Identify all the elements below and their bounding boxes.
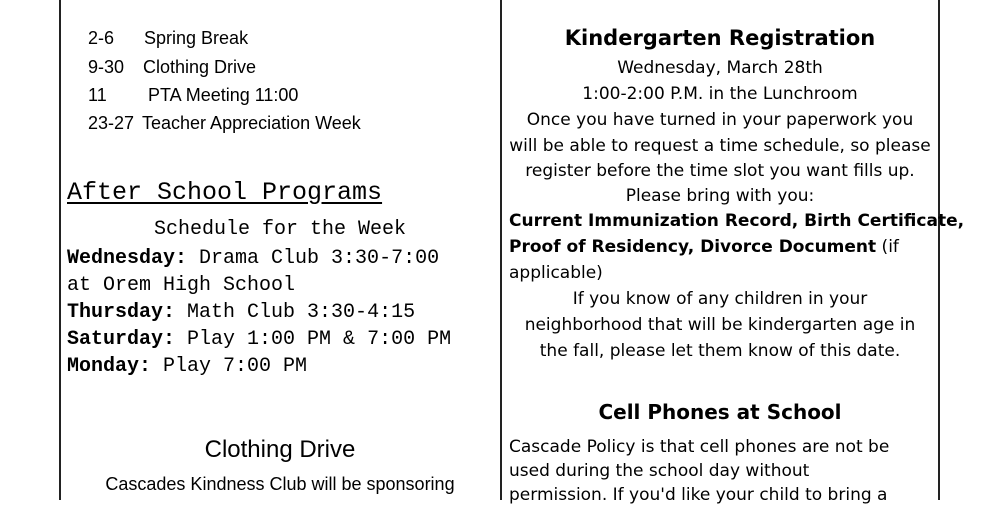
kindergarten-body-line: will be able to request a time schedule, so please xyxy=(509,136,931,156)
required-documents-line xyxy=(509,237,899,257)
schedule-item xyxy=(67,274,295,297)
kindergarten-body-line: Once you have turned in your paperwork you xyxy=(526,110,914,130)
calendar-row xyxy=(68,92,361,155)
calendar-date: 11 xyxy=(88,85,107,105)
schedule-heading: Schedule for the Week xyxy=(153,218,407,241)
schedule-item xyxy=(67,328,451,351)
left-column xyxy=(60,0,500,500)
kindergarten-body-line: register before the time slot you want fills up. xyxy=(525,161,915,181)
schedule-text: Math Club 3:30-4:15 xyxy=(175,301,416,324)
cell-phones-line: permission. If you'd like your child to bring a xyxy=(509,485,888,505)
schedule-text: Drama Club 3:30-7:00 xyxy=(187,247,440,270)
required-documents-bold: Proof of Residency, Divorce Document xyxy=(509,237,877,257)
required-documents-line: applicable) xyxy=(509,263,603,283)
schedule-item xyxy=(67,247,439,270)
cell-phones-line: used during the school day without xyxy=(509,461,810,481)
kindergarten-body-line: Please bring with you: xyxy=(625,186,815,206)
cell-phones-title: Cell Phones at School xyxy=(598,400,842,424)
schedule-item xyxy=(67,355,307,378)
kindergarten-date: Wednesday, March 28th xyxy=(617,58,823,78)
calendar-event: Spring Break xyxy=(144,28,249,48)
right-column xyxy=(502,0,965,505)
required-documents-note: (if xyxy=(876,237,899,257)
kindergarten-closing-line: neighborhood that will be kindergarten age in xyxy=(524,315,916,335)
kindergarten-closing-line: the fall, please let them know of this date. xyxy=(539,341,901,361)
calendar-event: Clothing Drive xyxy=(143,57,257,77)
calendar-date: 2-6 xyxy=(88,28,115,48)
schedule-day: Thursday: xyxy=(67,301,176,324)
required-documents-line: Current Immunization Record, Birth Certificate, xyxy=(509,211,965,231)
calendar-date: 23-27 xyxy=(88,113,135,133)
calendar-date: 9-30 xyxy=(88,57,125,77)
kindergarten-closing-line: If you know of any children in your xyxy=(572,289,868,309)
schedule-text: at Orem High School xyxy=(67,274,296,297)
kindergarten-time-place: 1:00-2:00 P.M. in the Lunchroom xyxy=(582,84,858,104)
schedule-item xyxy=(67,301,415,324)
schedule-text: Play 7:00 PM xyxy=(151,355,308,378)
schedule-day: Saturday: xyxy=(67,328,176,351)
right-border xyxy=(938,0,940,500)
schedule-day: Wednesday: xyxy=(67,247,188,270)
after-school-title: After School Programs xyxy=(67,178,383,207)
cell-phones-line: Cascade Policy is that cell phones are not be xyxy=(509,437,890,457)
calendar-event: PTA Meeting 11:00 xyxy=(148,85,299,105)
calendar-event: Teacher Appreciation Week xyxy=(142,113,361,133)
clothing-drive-text: Cascades Kindness Club will be sponsoring xyxy=(105,474,455,494)
schedule-day: Monday: xyxy=(67,355,152,378)
kindergarten-title: Kindergarten Registration xyxy=(564,26,876,50)
schedule-text: Play 1:00 PM & 7:00 PM xyxy=(175,328,452,351)
clothing-drive-title: Clothing Drive xyxy=(204,436,356,463)
